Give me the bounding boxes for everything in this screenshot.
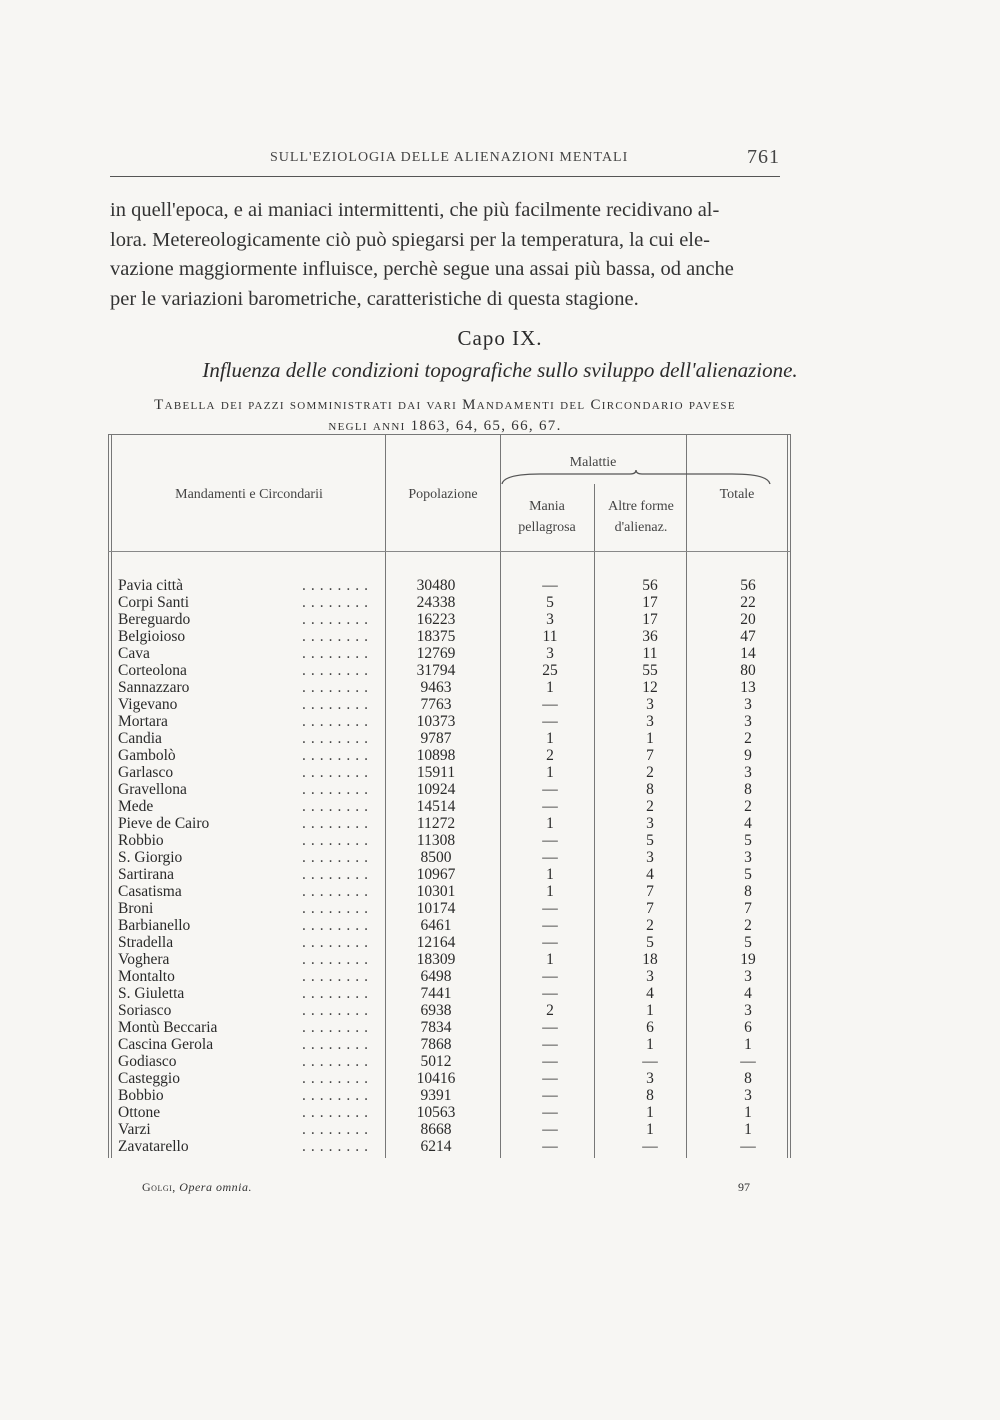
- row-name: Varzi: [118, 1121, 151, 1138]
- row-population: 16223: [416, 611, 456, 628]
- row-name: Mede: [118, 798, 154, 815]
- row-leader-dots: ........: [302, 832, 373, 849]
- row-altre: —: [642, 1138, 658, 1155]
- row-total: 1: [744, 1104, 752, 1121]
- row-altre: 5: [646, 832, 654, 849]
- row-altre: 2: [646, 798, 654, 815]
- header-mania: Mania pellagrosa: [518, 499, 576, 535]
- row-mania: —: [542, 1121, 558, 1138]
- row-total: 20: [740, 611, 756, 628]
- row-altre: 8: [646, 1087, 654, 1104]
- row-name: Bobbio: [118, 1087, 164, 1104]
- row-population: 18375: [416, 628, 456, 645]
- row-population: 15911: [416, 764, 456, 781]
- header-bottom-rule: [108, 551, 790, 552]
- row-leader-dots: ........: [302, 747, 373, 764]
- row-altre: —: [642, 1053, 658, 1070]
- table-top-border: [108, 434, 790, 435]
- row-mania: —: [542, 1036, 558, 1053]
- row-altre: 12: [642, 679, 658, 696]
- row-altre: 5: [646, 934, 654, 951]
- row-name: Garlasco: [118, 764, 174, 781]
- row-total: 3: [744, 713, 752, 730]
- row-leader-dots: ........: [302, 866, 373, 883]
- row-leader-dots: ........: [302, 645, 373, 662]
- row-mania: 1: [546, 815, 554, 832]
- footer-citation: [142, 1180, 252, 1195]
- row-name: Robbio: [118, 832, 164, 849]
- row-total: 2: [744, 917, 752, 934]
- row-leader-dots: ........: [302, 730, 373, 747]
- footer-sheet-number: 97: [738, 1180, 750, 1194]
- row-altre: 11: [642, 645, 658, 662]
- row-altre: 1: [646, 1002, 654, 1019]
- row-name: Bereguardo: [118, 611, 191, 628]
- row-population: 10301: [416, 883, 456, 900]
- row-mania: —: [542, 577, 558, 594]
- row-leader-dots: ........: [302, 628, 373, 645]
- row-total: 7: [744, 900, 752, 917]
- row-altre: 7: [646, 883, 654, 900]
- paragraph-line: in quell'epoca, e ai maniaci intermittenti, che più facilmente recidivano al-: [110, 199, 720, 221]
- row-total: 4: [744, 815, 752, 832]
- row-total: —: [740, 1053, 756, 1070]
- row-altre: 17: [642, 611, 658, 628]
- row-mania: —: [542, 1087, 558, 1104]
- row-name: Vigevano: [118, 696, 178, 713]
- row-altre: 3: [646, 849, 654, 866]
- row-mania: —: [542, 968, 558, 985]
- page-number: 761: [747, 146, 780, 168]
- row-mania: —: [542, 917, 558, 934]
- row-total: 2: [744, 730, 752, 747]
- row-total: 19: [740, 951, 756, 968]
- row-leader-dots: ........: [302, 951, 373, 968]
- row-name: Ottone: [118, 1104, 161, 1121]
- row-total: 56: [740, 577, 756, 594]
- row-population: 31794: [416, 662, 456, 679]
- row-population: 24338: [416, 594, 456, 611]
- row-leader-dots: ........: [302, 1002, 373, 1019]
- row-population: 10898: [416, 747, 456, 764]
- row-mania: —: [542, 798, 558, 815]
- row-population: 9787: [420, 730, 452, 747]
- row-leader-dots: ........: [302, 1070, 373, 1087]
- row-leader-dots: ........: [302, 900, 373, 917]
- row-name: Sartirana: [118, 866, 174, 883]
- row-mania: —: [542, 696, 558, 713]
- row-name: Montù Beccaria: [118, 1019, 218, 1036]
- row-altre: 4: [646, 985, 654, 1002]
- row-mania: 1: [546, 679, 554, 696]
- header-altre: Altre forme d'alienaz.: [608, 499, 674, 535]
- body-paragraph: [110, 196, 785, 314]
- footer-work: Opera omnia.: [179, 1180, 252, 1194]
- row-leader-dots: ........: [302, 662, 373, 679]
- row-mania: —: [542, 985, 558, 1002]
- row-leader-dots: ........: [302, 968, 373, 985]
- row-name: Stradella: [118, 934, 174, 951]
- header-malattie: Malattie: [569, 455, 617, 470]
- row-mania: —: [542, 849, 558, 866]
- row-altre: 8: [646, 781, 654, 798]
- row-total: 3: [744, 764, 752, 781]
- row-leader-dots: ........: [302, 696, 373, 713]
- row-name: Zavatarello: [118, 1138, 189, 1155]
- row-leader-dots: ........: [302, 1053, 373, 1070]
- row-leader-dots: ........: [302, 594, 373, 611]
- row-altre: 1: [646, 1121, 654, 1138]
- row-mania: —: [542, 1070, 558, 1087]
- row-name: Casteggio: [118, 1070, 180, 1087]
- row-population: 6214: [420, 1138, 452, 1155]
- row-population: 7763: [420, 696, 452, 713]
- row-name: Corpi Santi: [118, 594, 190, 611]
- row-altre: 6: [646, 1019, 654, 1036]
- row-mania: 1: [546, 730, 554, 747]
- row-total: 8: [744, 1070, 752, 1087]
- table-left-border-inner: [111, 434, 112, 1158]
- row-total: 1: [744, 1121, 752, 1138]
- row-mania: 1: [546, 866, 554, 883]
- row-leader-dots: ........: [302, 713, 373, 730]
- row-mania: 5: [546, 594, 554, 611]
- row-total: 2: [744, 798, 752, 815]
- row-mania: 1: [546, 951, 554, 968]
- row-total: 8: [744, 883, 752, 900]
- row-mania: 3: [546, 611, 554, 628]
- row-population: 30480: [416, 577, 456, 594]
- table-title-line: negli anni 1863, 64, 65, 66, 67.: [328, 418, 562, 434]
- row-population: 11272: [416, 815, 456, 832]
- row-leader-dots: ........: [302, 798, 373, 815]
- row-leader-dots: ........: [302, 815, 373, 832]
- row-leader-dots: ........: [302, 577, 373, 594]
- row-population: 10924: [416, 781, 456, 798]
- row-mania: 2: [546, 747, 554, 764]
- row-population: 10416: [416, 1070, 456, 1087]
- row-leader-dots: ........: [302, 883, 373, 900]
- row-total: 3: [744, 968, 752, 985]
- row-population: 7868: [420, 1036, 452, 1053]
- row-population: 10373: [416, 713, 456, 730]
- footer-author: Golgi,: [142, 1180, 176, 1194]
- row-altre: 3: [646, 1070, 654, 1087]
- row-name: Broni: [118, 900, 154, 917]
- row-name: Soriasco: [118, 1002, 172, 1019]
- row-name: Godiasco: [118, 1053, 177, 1070]
- row-name: Candia: [118, 730, 162, 747]
- column-divider: [385, 434, 386, 1158]
- row-population: 6938: [420, 1002, 452, 1019]
- row-mania: 1: [546, 883, 554, 900]
- row-total: 3: [744, 696, 752, 713]
- row-mania: 25: [542, 662, 558, 679]
- row-name: Cascina Gerola: [118, 1036, 214, 1053]
- row-leader-dots: ........: [302, 1036, 373, 1053]
- row-leader-dots: ........: [302, 1138, 373, 1155]
- row-total: 47: [740, 628, 756, 645]
- row-leader-dots: ........: [302, 1121, 373, 1138]
- table-title-line: Tabella dei pazzi somministrati dai vari Mandamenti del Circondario pavese: [154, 397, 736, 413]
- row-leader-dots: ........: [302, 1087, 373, 1104]
- row-altre: 3: [646, 713, 654, 730]
- row-total: 5: [744, 832, 752, 849]
- row-leader-dots: ........: [302, 917, 373, 934]
- row-altre: 18: [642, 951, 658, 968]
- row-population: 11308: [416, 832, 456, 849]
- row-mania: —: [542, 713, 558, 730]
- row-name: Barbianello: [118, 917, 191, 934]
- paragraph-line: per le variazioni barometriche, caratteristiche di questa stagione.: [110, 287, 639, 310]
- row-total: 14: [740, 645, 756, 662]
- table-left-border: [108, 434, 109, 1158]
- row-population: 10563: [416, 1104, 456, 1121]
- row-total: 8: [744, 781, 752, 798]
- header-popolazione: Popolazione: [408, 487, 478, 502]
- row-total: 3: [744, 849, 752, 866]
- row-total: 9: [744, 747, 752, 764]
- row-altre: 7: [646, 747, 654, 764]
- row-name: Montalto: [118, 968, 175, 985]
- row-population: 7834: [420, 1019, 452, 1036]
- table-title: [100, 395, 790, 437]
- row-leader-dots: ........: [302, 934, 373, 951]
- row-total: 3: [744, 1087, 752, 1104]
- row-altre: 36: [642, 628, 658, 645]
- row-mania: —: [542, 1053, 558, 1070]
- row-leader-dots: ........: [302, 679, 373, 696]
- row-altre: 1: [646, 1036, 654, 1053]
- header-rule: [110, 176, 780, 177]
- row-leader-dots: ........: [302, 781, 373, 798]
- row-mania: 11: [542, 628, 558, 645]
- row-total: 22: [740, 594, 756, 611]
- row-leader-dots: ........: [302, 764, 373, 781]
- row-altre: 7: [646, 900, 654, 917]
- row-mania: 1: [546, 764, 554, 781]
- row-population: 12164: [416, 934, 456, 951]
- row-name: S. Giorgio: [118, 849, 183, 866]
- row-name: S. Giuletta: [118, 985, 185, 1002]
- row-leader-dots: ........: [302, 611, 373, 628]
- row-population: 6498: [420, 968, 452, 985]
- row-total: 13: [740, 679, 756, 696]
- row-leader-dots: ........: [302, 985, 373, 1002]
- row-name: Pieve de Cairo: [118, 815, 210, 832]
- row-population: 10967: [416, 866, 456, 883]
- running-title: SULL'EZIOLOGIA DELLE ALIENAZIONI MENTALI: [270, 150, 629, 165]
- row-leader-dots: ........: [302, 1104, 373, 1121]
- row-altre: 55: [642, 662, 658, 679]
- row-population: 6461: [420, 917, 452, 934]
- row-total: 3: [744, 1002, 752, 1019]
- row-altre: 3: [646, 696, 654, 713]
- row-altre: 3: [646, 968, 654, 985]
- row-population: 8668: [420, 1121, 452, 1138]
- row-leader-dots: ........: [302, 1019, 373, 1036]
- row-altre: 2: [646, 764, 654, 781]
- table-right-border-outer: [790, 434, 791, 1158]
- column-divider: [500, 434, 501, 1158]
- data-table: [108, 434, 790, 1158]
- row-mania: —: [542, 1138, 558, 1155]
- row-total: 6: [744, 1019, 752, 1036]
- row-population: 5012: [420, 1053, 452, 1070]
- row-total: 80: [740, 662, 756, 679]
- row-name: Voghera: [118, 951, 170, 968]
- header-totale: Totale: [719, 487, 755, 502]
- row-name: Corteolona: [118, 662, 187, 679]
- row-altre: 3: [646, 815, 654, 832]
- row-altre: 1: [646, 1104, 654, 1121]
- row-name: Belgioioso: [118, 628, 186, 645]
- row-population: 8500: [420, 849, 452, 866]
- row-mania: 3: [546, 645, 554, 662]
- row-mania: —: [542, 1104, 558, 1121]
- row-population: 9391: [420, 1087, 452, 1104]
- row-total: 4: [744, 985, 752, 1002]
- row-total: 5: [744, 934, 752, 951]
- row-total: —: [740, 1138, 756, 1155]
- row-mania: —: [542, 832, 558, 849]
- chapter-heading: Capo IX.: [457, 326, 543, 350]
- row-mania: —: [542, 934, 558, 951]
- row-name: Gambolò: [118, 747, 176, 764]
- row-name: Casatisma: [118, 883, 182, 900]
- row-name: Sannazzaro: [118, 679, 190, 696]
- row-population: 12769: [416, 645, 456, 662]
- row-population: 18309: [416, 951, 456, 968]
- row-name: Cava: [118, 645, 150, 662]
- column-divider: [594, 484, 595, 1158]
- row-leader-dots: ........: [302, 849, 373, 866]
- row-altre: 2: [646, 917, 654, 934]
- paragraph-line: vazione maggiormente influisce, perchè segue una assai più bassa, od anche: [110, 258, 734, 280]
- header-mandamenti: Mandamenti e Circondarii: [175, 487, 323, 502]
- row-name: Pavia città: [118, 577, 183, 594]
- row-altre: 4: [646, 866, 654, 883]
- chapter-subtitle: Influenza delle condizioni topografiche sullo sviluppo dell'alienazione.: [202, 358, 798, 382]
- row-population: 10174: [416, 900, 456, 917]
- row-name: Mortara: [118, 713, 168, 730]
- row-total: 1: [744, 1036, 752, 1053]
- row-altre: 1: [646, 730, 654, 747]
- row-population: 9463: [420, 679, 452, 696]
- paragraph-line: lora. Metereologicamente ciò può spiegarsi per la temperatura, la cui ele-: [110, 228, 710, 251]
- row-mania: —: [542, 781, 558, 798]
- row-altre: 56: [642, 577, 658, 594]
- row-altre: 17: [642, 594, 658, 611]
- row-mania: —: [542, 900, 558, 917]
- row-total: 5: [744, 866, 752, 883]
- row-population: 14514: [416, 798, 456, 815]
- row-population: 7441: [420, 985, 452, 1002]
- row-name: Gravellona: [118, 781, 187, 798]
- row-mania: 2: [546, 1002, 554, 1019]
- row-mania: —: [542, 1019, 558, 1036]
